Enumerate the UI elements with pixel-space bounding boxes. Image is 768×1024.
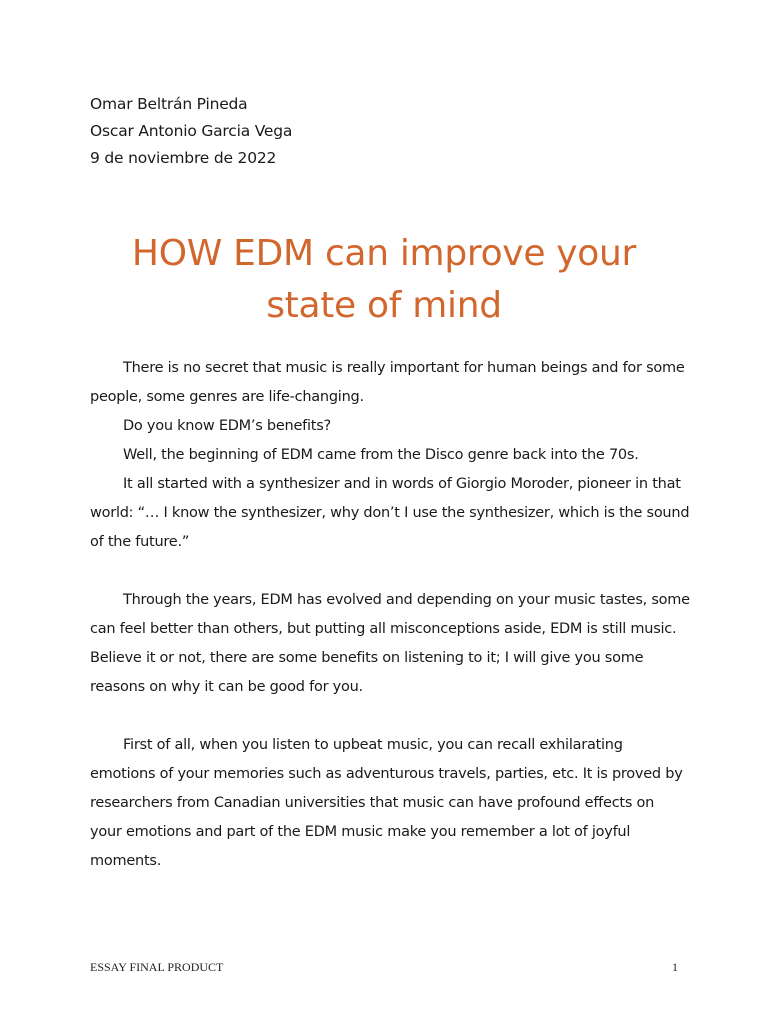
paragraph-2: Do you know EDM’s benefits? xyxy=(123,418,331,434)
paragraph-4: It all started with a synthesizer and in words of Giorgio Moroder, pioneer in that world: “… I know the synthesizer, why don’t I use the synthesizer, which is the sound of the future.” xyxy=(90,476,690,550)
author-name-1: Omar Beltrán Pineda xyxy=(90,95,248,113)
paragraph-6: First of all, when you listen to upbeat music, you can recall exhilarating emotions of your memories such as adventurous travels, parties, etc. It is proved by researchers from Canadian universities that music can have profound effects on your emotions and part of the EDM music make you remember a lot of joyful moments. xyxy=(90,737,683,869)
author-block xyxy=(90,91,292,172)
title-line-2: state of mind xyxy=(266,285,502,326)
page-footer xyxy=(90,960,678,975)
document-body xyxy=(90,354,690,876)
page-number: 1 xyxy=(672,960,678,974)
document-title xyxy=(60,228,708,332)
paragraph-5: Through the years, EDM has evolved and depending on your music tastes, some can feel better than others, but putting all misconceptions aside, EDM is still music. Believe it or not, there are some benefits on listening to it; I will give you some reasons on why it can be good for you. xyxy=(90,592,690,695)
paragraph-1: There is no secret that music is really important for human beings and for some people, some genres are life-changing. xyxy=(90,360,685,405)
paragraph-3: Well, the beginning of EDM came from the Disco genre back into the 70s. xyxy=(123,447,639,463)
paragraph-spacer xyxy=(90,557,690,586)
author-name-2: Oscar Antonio Garcia Vega xyxy=(90,122,293,140)
document-date: 9 de noviembre de 2022 xyxy=(90,149,277,167)
paragraph-spacer xyxy=(90,702,690,731)
footer-label: ESSAY FINAL PRODUCT xyxy=(90,960,224,974)
title-line-1: HOW EDM can improve your xyxy=(131,233,637,274)
